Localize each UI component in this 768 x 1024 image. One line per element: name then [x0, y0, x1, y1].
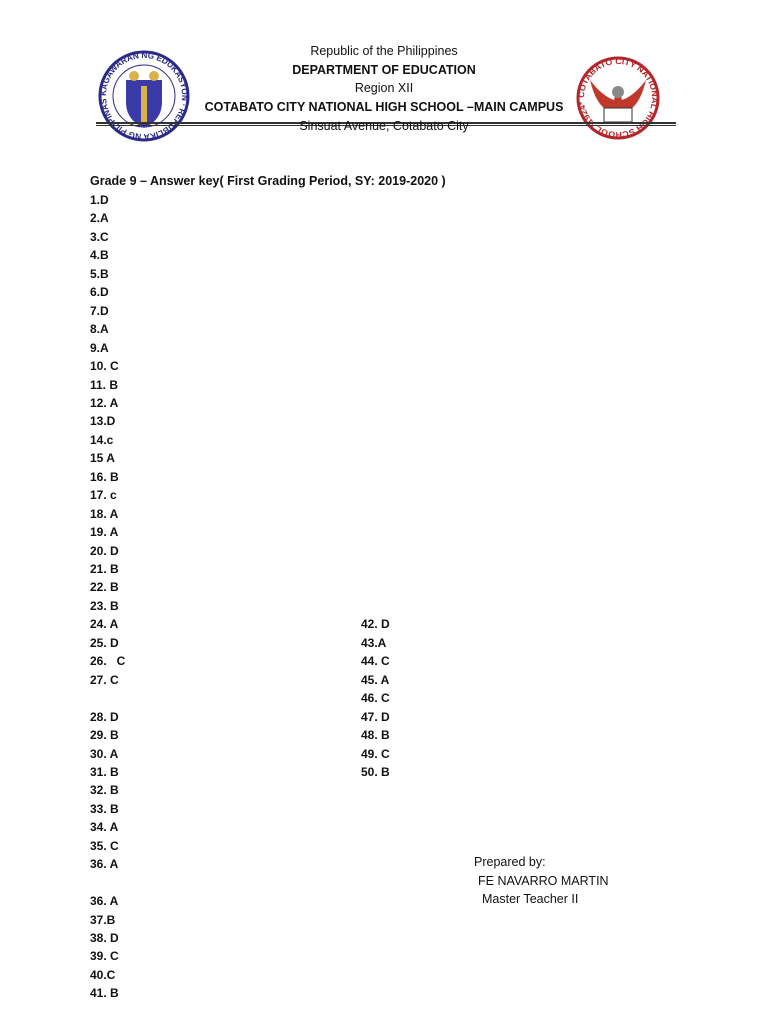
prepared-by-label: Prepared by:	[474, 855, 546, 869]
answer-item: 33. B	[90, 801, 119, 816]
answer-item: 32. B	[90, 783, 119, 798]
answer-item: 4.B	[90, 248, 109, 263]
answer-item: 38. D	[90, 931, 119, 945]
answer-item: 14.c	[90, 432, 114, 447]
answer-item: 7.D	[90, 303, 109, 318]
answer-item: 36. A	[90, 894, 119, 909]
answer-item: 1.D	[90, 193, 109, 207]
answer-item: 23. B	[90, 598, 119, 613]
answer-item: 25. D	[90, 635, 119, 650]
answer-item: 11. B	[90, 377, 119, 392]
answer-item: 24. A	[90, 617, 119, 632]
answer-item: 13.D	[90, 414, 116, 429]
answer-item: 45. A	[361, 672, 390, 687]
answer-item: 50. B	[361, 764, 390, 779]
answer-item: 26. C	[90, 654, 126, 669]
answer-item: 40.C	[90, 967, 116, 982]
answer-item: 18. A	[90, 506, 119, 521]
answer-item: 5.B	[90, 266, 109, 281]
header-address: Sinsuat Avenue, Cotabato City	[299, 119, 469, 133]
header-region: Region XII	[354, 81, 414, 95]
answer-item: 15 A	[90, 451, 115, 466]
answer-item: 34. A	[90, 820, 119, 835]
answer-item: 37.B	[90, 912, 116, 927]
answer-item: 39. C	[90, 949, 119, 964]
left-logo-ring-text: KAGAWARAN NG EDUKASYON · REPUBLIKA NG PILIPINAS	[97, 50, 191, 142]
answer-item: 6.D	[90, 285, 109, 300]
answer-item: 20. D	[90, 543, 119, 558]
answer-item: 19. A	[90, 525, 119, 540]
answer-item: 21. B	[90, 562, 119, 576]
answer-item: 44. C	[361, 654, 390, 669]
answer-item: 17. c	[90, 488, 117, 503]
answer-item: 47. D	[361, 709, 390, 724]
answer-item: 16. B	[90, 469, 119, 484]
right-logo-ring-text: COTABATO CITY NATIONAL HIGH SCHOOL *1924*	[576, 56, 660, 140]
header-school: COTABATO CITY NATIONAL HIGH SCHOOL –MAIN CAMPUS	[204, 100, 564, 114]
header-republic: Republic of the Philippines	[310, 44, 458, 58]
answer-item: 28. D	[90, 709, 119, 724]
preparer-position: Master Teacher II	[482, 892, 579, 906]
answer-item: 3.C	[90, 229, 109, 244]
answer-item: 9.A	[90, 340, 109, 355]
answer-item: 10. C	[90, 359, 119, 374]
answer-item: 41. B	[90, 986, 119, 1001]
answer-item: 30. A	[90, 746, 119, 761]
answer-item: 35. C	[90, 838, 119, 853]
answer-item: 31. B	[90, 764, 119, 779]
answer-item: 36. A	[90, 857, 119, 872]
answer-item: 12. A	[90, 395, 119, 410]
answer-item: 27. C	[90, 672, 119, 687]
header-department: DEPARTMENT OF EDUCATION	[292, 63, 476, 77]
answer-item: 49. C	[361, 746, 390, 761]
answer-item: 8.A	[90, 322, 109, 337]
answer-item: 46. C	[361, 691, 390, 706]
answer-item: 48. B	[361, 728, 390, 743]
answer-item: 22. B	[90, 580, 119, 595]
preparer-name: FE NAVARRO MARTIN	[478, 874, 609, 888]
answer-item: 2.A	[90, 211, 109, 226]
answer-item: 29. B	[90, 728, 119, 743]
document-title: Grade 9 – Answer key( First Grading Period, SY: 2019-2020 )	[90, 174, 446, 188]
answer-item: 42. D	[361, 617, 390, 632]
answer-item: 43.A	[361, 635, 387, 650]
